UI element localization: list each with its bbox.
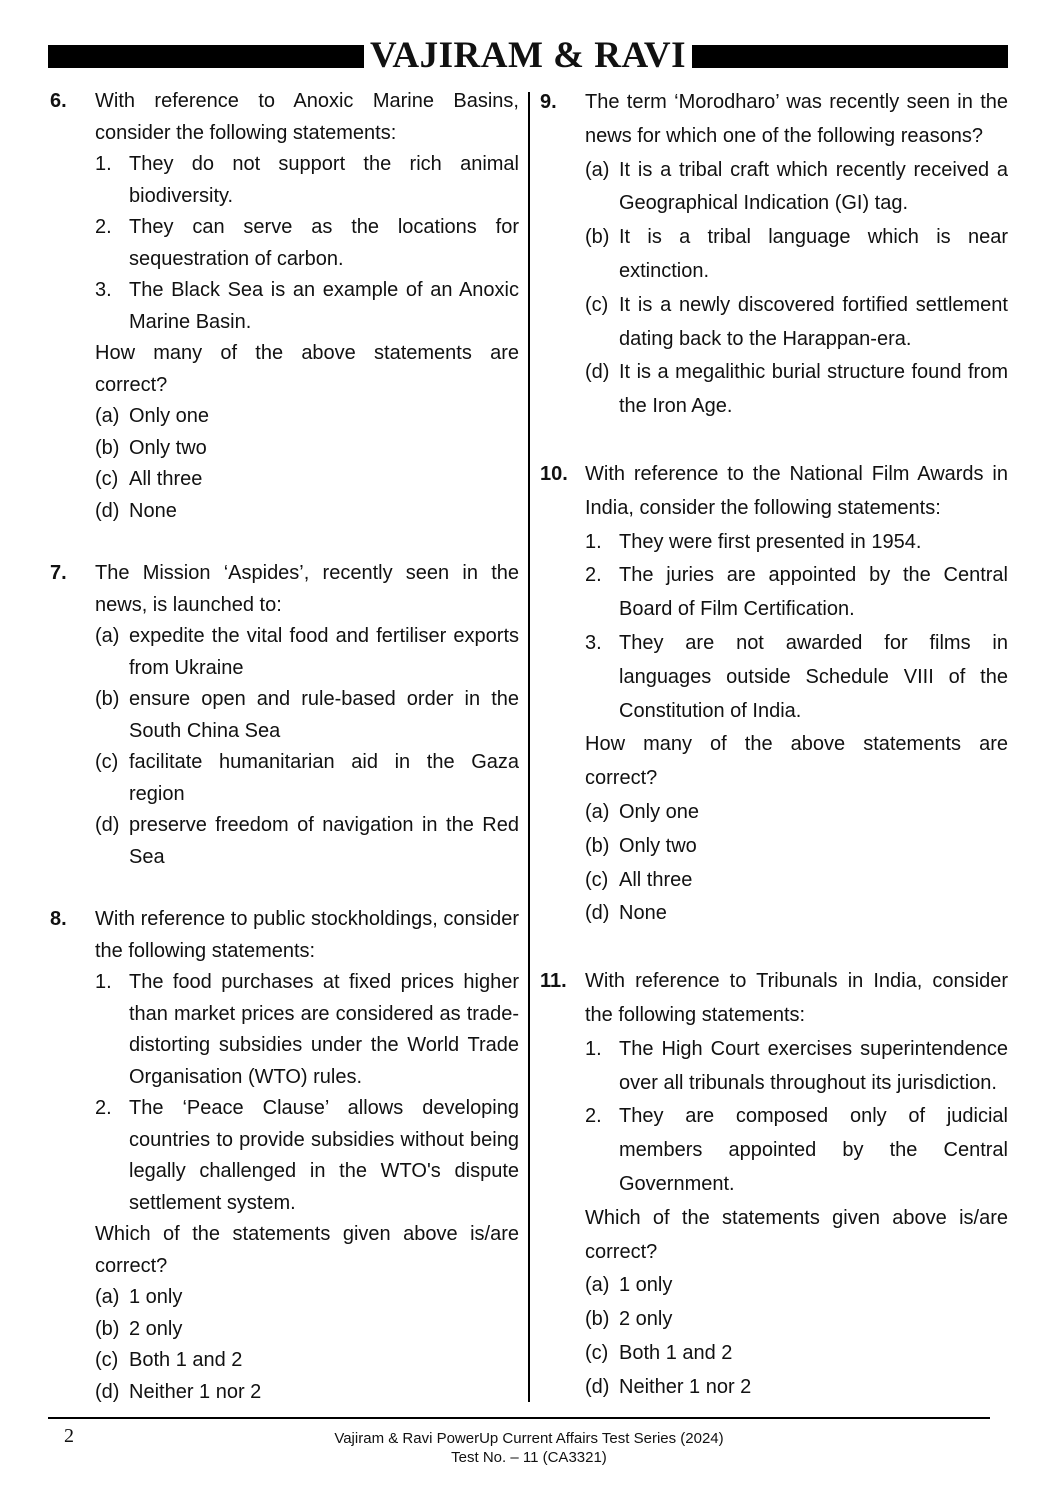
statement-number: 3. xyxy=(95,279,112,301)
answer-option xyxy=(95,684,519,747)
footer-test-number: Test No. – 11 (CA3321) xyxy=(451,1449,607,1466)
answer-option xyxy=(95,1345,519,1377)
option-label: (a) xyxy=(95,625,120,647)
option-text: Both 1 and 2 xyxy=(619,1341,733,1364)
statement-number: 2. xyxy=(95,216,112,238)
question-ask: Which of the statements given above is/are correct? xyxy=(95,1223,519,1277)
option-text: It is a tribal craft which recently received a Geographical Indication (GI) tag. xyxy=(619,158,1008,215)
option-label: (b) xyxy=(95,688,120,710)
option-text: It is a megalithic burial structure found from the Iron Age. xyxy=(619,361,1008,418)
option-text: facilitate humanitarian aid in the Gaza region xyxy=(129,751,519,805)
statement-number: 1. xyxy=(585,1037,602,1060)
question-6 xyxy=(50,86,519,527)
left-column xyxy=(50,86,519,1408)
statement-text: The High Court exercises superintendence over all tribunals throughout its jurisdiction. xyxy=(619,1037,1008,1094)
answer-option xyxy=(585,221,1008,289)
option-label: (b) xyxy=(585,1308,610,1331)
question-10 xyxy=(540,458,1008,931)
option-label: (b) xyxy=(95,436,120,459)
option-label: (a) xyxy=(585,1274,610,1297)
question-8 xyxy=(50,904,519,1408)
option-text: None xyxy=(619,902,667,925)
answer-option xyxy=(585,289,1008,357)
option-label: (b) xyxy=(95,1317,120,1340)
option-label: (d) xyxy=(95,814,120,836)
option-text: expedite the vital food and fertiliser exports from Ukraine xyxy=(129,625,519,679)
option-text: 2 only xyxy=(619,1308,673,1331)
option-text: Only two xyxy=(129,436,207,459)
question-stem: With reference to the National Film Awards in India, consider the following statements: xyxy=(585,462,1008,519)
option-text: All three xyxy=(129,468,203,490)
option-label: (c) xyxy=(585,1341,609,1364)
statement-number: 2. xyxy=(585,1105,602,1128)
statement-item xyxy=(585,559,1008,627)
answer-option xyxy=(585,154,1008,222)
option-text: Only two xyxy=(619,834,697,857)
question-number: 7. xyxy=(50,562,67,584)
column-divider xyxy=(528,92,530,1402)
statement-item xyxy=(585,627,1008,728)
option-label: (c) xyxy=(585,293,609,316)
question-7 xyxy=(50,558,519,873)
option-text: All three xyxy=(619,868,693,891)
question-ask: How many of the above statements are correct? xyxy=(95,342,519,396)
option-label: (a) xyxy=(95,1286,120,1308)
option-label: (d) xyxy=(585,1375,610,1398)
answer-option xyxy=(585,864,1008,898)
option-label: (b) xyxy=(585,834,610,857)
option-label: (c) xyxy=(95,1349,119,1371)
header-title: VAJIRAM & RAVI xyxy=(369,35,687,76)
answer-option xyxy=(585,897,1008,931)
right-column xyxy=(540,86,1008,1404)
statement-text: They can serve as the locations for sequestration of carbon. xyxy=(129,216,519,270)
option-text: It is a newly discovered fortified settlement dating back to the Harappan-era. xyxy=(619,293,1008,350)
question-11 xyxy=(540,965,1008,1404)
footer-series-title: Vajiram & Ravi PowerUp Current Affairs Test Series (2024) xyxy=(334,1430,724,1447)
statement-number: 3. xyxy=(585,631,602,654)
statement-item xyxy=(585,526,1008,560)
answer-option xyxy=(95,810,519,873)
option-label: (d) xyxy=(585,902,610,925)
option-text: ensure open and rule-based order in the South China Sea xyxy=(129,688,519,742)
question-number: 11. xyxy=(540,970,567,993)
answer-option xyxy=(95,1282,519,1314)
statement-text: They are not awarded for films in languages outside Schedule VIII of the Constitution of India. xyxy=(619,631,1008,722)
statement-text: They are composed only of judicial members appointed by the Central Government. xyxy=(619,1105,1008,1195)
answer-option xyxy=(95,1377,519,1409)
answer-option xyxy=(585,830,1008,864)
option-text: Neither 1 nor 2 xyxy=(619,1375,752,1398)
answer-option xyxy=(585,1371,1008,1405)
statement-item xyxy=(585,1100,1008,1201)
statement-text: The Black Sea is an example of an Anoxic Marine Basin. xyxy=(129,279,519,333)
option-text: preserve freedom of navigation in the Red Sea xyxy=(129,814,519,868)
option-text: Neither 1 nor 2 xyxy=(129,1380,262,1403)
statement-text: They were first presented in 1954. xyxy=(619,530,922,553)
option-label: (a) xyxy=(95,405,120,427)
statement-text: The juries are appointed by the Central Board of Film Certification. xyxy=(619,564,1008,621)
answer-option xyxy=(95,433,519,465)
answer-option xyxy=(95,464,519,496)
statement-number: 2. xyxy=(585,564,602,587)
statement-item xyxy=(95,967,519,1093)
statement-number: 2. xyxy=(95,1097,112,1119)
question-ask: How many of the above statements are correct? xyxy=(585,733,1008,790)
spacer xyxy=(540,931,1008,965)
option-text: Only one xyxy=(129,405,210,427)
option-text: None xyxy=(129,499,177,522)
statement-item xyxy=(95,149,519,212)
answer-option xyxy=(585,1337,1008,1371)
option-label: (b) xyxy=(585,226,610,249)
question-ask: Which of the statements given above is/are correct? xyxy=(585,1206,1008,1263)
question-stem: The Mission ‘Aspides’, recently seen in the news, is launched to: xyxy=(95,562,519,616)
spacer xyxy=(50,527,519,558)
spacer xyxy=(50,873,519,904)
option-text: 2 only xyxy=(129,1317,183,1340)
option-label: (d) xyxy=(585,361,610,384)
option-label: (c) xyxy=(95,468,119,490)
statement-item xyxy=(95,275,519,338)
page-number: 2 xyxy=(64,1425,74,1447)
option-text: 1 only xyxy=(619,1274,673,1297)
answer-option xyxy=(95,401,519,433)
header-bar-right xyxy=(692,45,1008,68)
option-label: (d) xyxy=(95,499,120,522)
question-number: 10. xyxy=(540,462,568,485)
answer-option xyxy=(585,1269,1008,1303)
footer-rule xyxy=(48,1417,990,1419)
option-label: (c) xyxy=(95,751,119,773)
option-label: (a) xyxy=(585,800,610,823)
option-text: 1 only xyxy=(129,1286,183,1308)
statement-text: The food purchases at fixed prices higher than market prices are considered as trade-distorting subsidies under the World Trade Organisation (WTO) rules. xyxy=(129,971,519,1088)
answer-option xyxy=(585,356,1008,424)
answer-option xyxy=(95,1314,519,1346)
statement-item xyxy=(585,1033,1008,1101)
option-text: Only one xyxy=(619,800,700,823)
option-label: (c) xyxy=(585,868,609,891)
header-bar-left xyxy=(48,45,364,68)
statement-text: The ‘Peace Clause’ allows developing countries to provide subsidies without being legally challenged in the WTO's dispute settlement system. xyxy=(129,1097,519,1214)
spacer xyxy=(540,424,1008,458)
answer-option xyxy=(585,796,1008,830)
question-stem: With reference to Anoxic Marine Basins, consider the following statements: xyxy=(95,90,519,144)
question-number: 6. xyxy=(50,90,67,112)
question-number: 9. xyxy=(540,91,557,113)
statement-number: 1. xyxy=(585,530,602,553)
option-label: (d) xyxy=(95,1380,120,1403)
statement-number: 1. xyxy=(95,971,112,993)
answer-option xyxy=(95,747,519,810)
question-stem: With reference to public stockholdings, consider the following statements: xyxy=(95,908,519,962)
option-text: It is a tribal language which is near extinction. xyxy=(619,226,1008,282)
statement-text: They do not support the rich animal biodiversity. xyxy=(129,153,519,207)
question-stem: The term ‘Morodharo’ was recently seen in the news for which one of the following reasons? xyxy=(585,91,1008,147)
question-stem: With reference to Tribunals in India, consider the following statements: xyxy=(585,970,1008,1026)
option-text: Both 1 and 2 xyxy=(129,1349,243,1371)
statement-item xyxy=(95,1093,519,1219)
option-label: (a) xyxy=(585,158,610,181)
question-number: 8. xyxy=(50,908,67,930)
answer-option xyxy=(95,621,519,684)
statement-item xyxy=(95,212,519,275)
answer-option xyxy=(95,496,519,528)
statement-number: 1. xyxy=(95,153,112,175)
question-9 xyxy=(540,86,1008,424)
answer-option xyxy=(585,1303,1008,1337)
